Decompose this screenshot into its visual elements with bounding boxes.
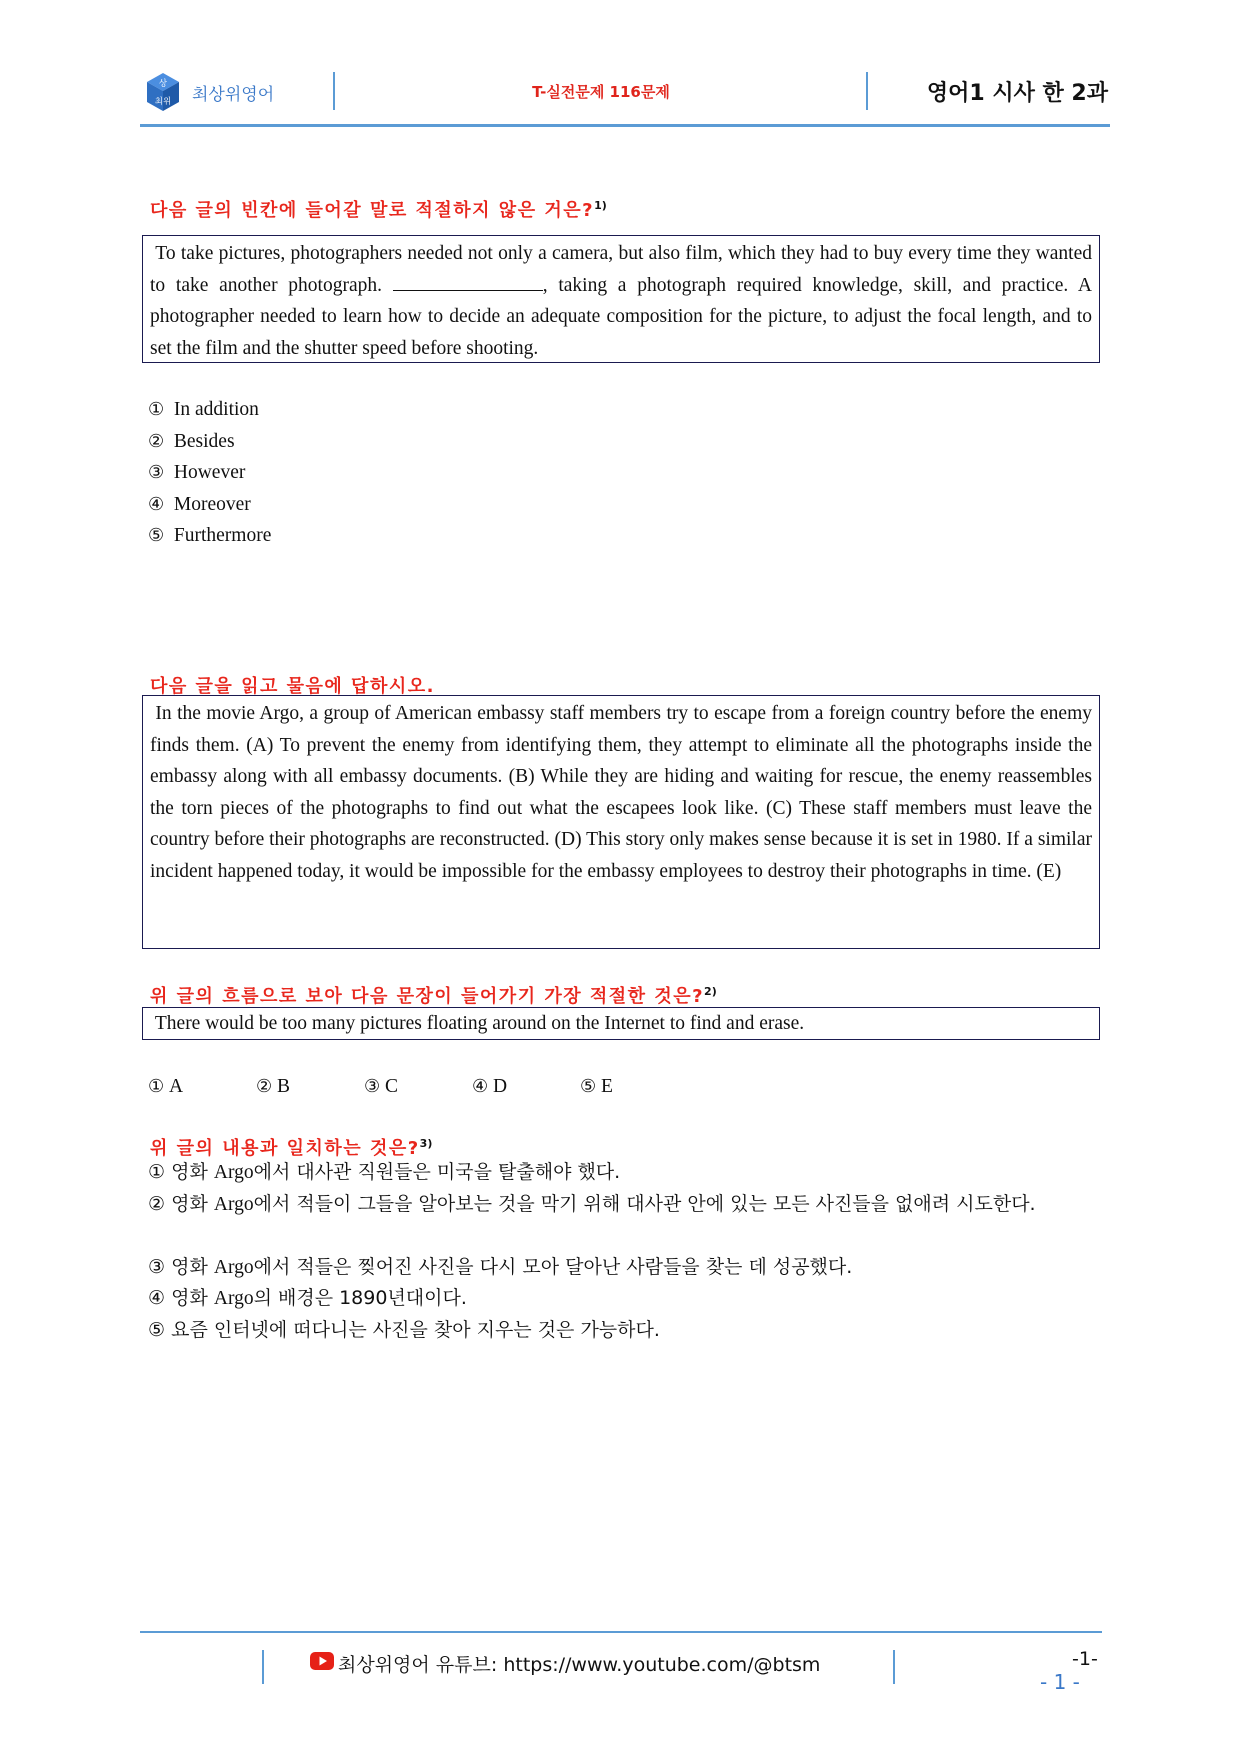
- question2-sub1-heading: [150, 982, 717, 1008]
- option-number: ②: [148, 430, 165, 452]
- option-text: 에서 적들이 그들을 알아보는 것을 막기 위해 대사관 안에 있는 모든 사진들을 없애려 시도한다.: [253, 1192, 1036, 1215]
- option-text: However: [173, 462, 246, 483]
- question2-sub2-footnote: 3): [419, 1137, 433, 1150]
- footer-divider-right: [893, 1650, 895, 1684]
- header-divider-right: [866, 72, 868, 110]
- option-text: 의 배경은 1890년대이다.: [253, 1287, 467, 1309]
- question1-passage-part2: , taking a photograph required knowledge, skill, and practice. A photographer needed to learn how to decide an adequate composition for the picture, to adjust the focal length, and to set the film and the shutter speed before shooting.: [150, 274, 1092, 359]
- page-number-upper: -1-: [1072, 1648, 1098, 1670]
- youtube-icon: [310, 1652, 334, 1670]
- footer-rule: [140, 1631, 1102, 1633]
- option-prefix: 영화: [171, 1192, 208, 1215]
- option-number: ①: [148, 1076, 165, 1097]
- option-text: 에서 적들은 찢어진 사진을 다시 모아 달아난 사람들을 찾는 데 성공했다.: [253, 1255, 853, 1278]
- option-number: ③: [148, 462, 165, 483]
- option-number: ⑤: [148, 525, 165, 546]
- question2-sub2-option-5[interactable]: [148, 1315, 1102, 1347]
- header-divider-left: [333, 72, 335, 110]
- question2-sub2-option-1[interactable]: [148, 1157, 1102, 1189]
- option-number: ②: [256, 1076, 273, 1097]
- option-number: ④: [472, 1076, 489, 1097]
- option-number: ③: [364, 1076, 381, 1097]
- option-number: ②: [148, 1192, 166, 1215]
- option-text: 에서 대사관 직원들은 미국을 탈출해야 했다.: [253, 1161, 621, 1183]
- question1-option-4[interactable]: [148, 489, 251, 521]
- header-right-title: 영어1 시사 한 2과: [926, 81, 1108, 106]
- footer-channel: 최상위영어 유튜브:: [338, 1654, 498, 1676]
- option-number: ⑤: [148, 1318, 166, 1341]
- question2-sub2-option-4[interactable]: [148, 1283, 1102, 1315]
- question1-heading: [150, 196, 607, 222]
- question2-sub1-footnote: 2): [704, 985, 717, 998]
- logo-bottom-glyph: 최위: [154, 97, 172, 107]
- option-number: ④: [148, 493, 165, 515]
- question2-sub2-option-2[interactable]: [148, 1189, 1102, 1221]
- question2-passage-box: [142, 695, 1100, 949]
- question2-sub1-option-4[interactable]: [472, 1071, 507, 1103]
- question2-heading: 다음 글을 읽고 물음에 답하시오.: [150, 676, 435, 697]
- question2-passage: In the movie Argo, a group of American embassy staff members try to escape from a foreign country before the enemy finds them. (A) To prevent the enemy from identifying them, they attempt to eliminate all the photographs inside the embassy along with all embassy documents. (B) While they are hiding and waiting for rescue, the enemy reassembles the torn pieces of the photographs to find out what the escapees look like. (C) These staff members must leave the country before their photographs are reconstructed. (D) This story only makes sense because it is set in 1980. If a similar incident happened today, it would be impossible for the embassy employees to destroy their photographs in time. (E): [150, 703, 1092, 882]
- question2-insert-sentence-box: [142, 1007, 1100, 1040]
- option-number: ③: [148, 1255, 166, 1278]
- option-text: Furthermore: [173, 525, 272, 546]
- question1-passage-box: [142, 235, 1100, 363]
- option-text: Moreover: [173, 493, 251, 515]
- question1-option-2[interactable]: [148, 426, 235, 458]
- option-movie-title: Argo: [213, 1256, 254, 1278]
- option-text: A: [169, 1076, 184, 1097]
- question2-sub1-option-2[interactable]: [256, 1071, 290, 1103]
- footer-url: https://www.youtube.com/@btsm: [503, 1654, 821, 1676]
- page-number-lower: - 1 -: [1040, 1670, 1080, 1694]
- option-prefix: 영화: [171, 1161, 208, 1183]
- option-prefix: 영화: [171, 1255, 208, 1278]
- question2-sub1-option-3[interactable]: [364, 1071, 398, 1103]
- option-text: C: [385, 1076, 399, 1097]
- header-rule: [140, 124, 1110, 127]
- question2-sub2-heading-text: 위 글의 내용과 일치하는 것은?: [150, 1138, 420, 1159]
- footer-link[interactable]: [338, 1650, 820, 1677]
- option-number: ①: [148, 1161, 166, 1183]
- question1-footnote: 1): [594, 199, 607, 212]
- question2-sub1-option-5[interactable]: [580, 1071, 613, 1103]
- option-text: E: [601, 1076, 613, 1097]
- header-center-title: T-실전문제 116문제: [532, 83, 670, 101]
- option-prefix: 영화: [171, 1287, 208, 1309]
- logo-top-glyph: 상: [158, 79, 168, 89]
- brand-name: 최상위영어: [192, 85, 275, 105]
- option-text: D: [493, 1076, 508, 1097]
- question1-option-3[interactable]: [148, 457, 245, 489]
- question2-sub1-heading-text: 위 글의 흐름으로 보아 다음 문장이 들어가기 가장 적절한 것은?: [150, 986, 705, 1007]
- question1-blank: [393, 272, 543, 291]
- option-text: 요즘 인터넷에 떠다니는 사진을 찾아 지우는 것은 가능하다.: [171, 1318, 660, 1341]
- option-number: ①: [148, 399, 165, 420]
- option-movie-title: Argo: [213, 1162, 254, 1183]
- question1-option-5[interactable]: [148, 520, 271, 552]
- option-number: ④: [148, 1287, 166, 1309]
- option-text: Besides: [173, 430, 235, 452]
- question1-heading-text: 다음 글의 빈칸에 들어갈 말로 적절하지 않은 거은?: [150, 200, 595, 221]
- question2-sub1-option-1[interactable]: [148, 1071, 183, 1103]
- option-movie-title: Argo: [213, 1288, 254, 1309]
- option-number: ⑤: [580, 1076, 597, 1097]
- option-text: B: [277, 1076, 291, 1097]
- question2-insert-sentence: There would be too many pictures floating around on the Internet to find and erase.: [154, 1013, 805, 1034]
- option-text: In addition: [173, 399, 259, 420]
- logo-cube-icon: [146, 72, 180, 112]
- question2-sub2-option-3[interactable]: [148, 1252, 1102, 1284]
- question1-option-1[interactable]: [148, 394, 259, 426]
- footer-divider-left: [262, 1650, 264, 1684]
- option-movie-title: Argo: [213, 1193, 254, 1215]
- question1-passage-part1: To take pictures, photographers needed not only a camera, but also film, which they had to buy every time they wanted to take another photograph.: [150, 243, 1092, 296]
